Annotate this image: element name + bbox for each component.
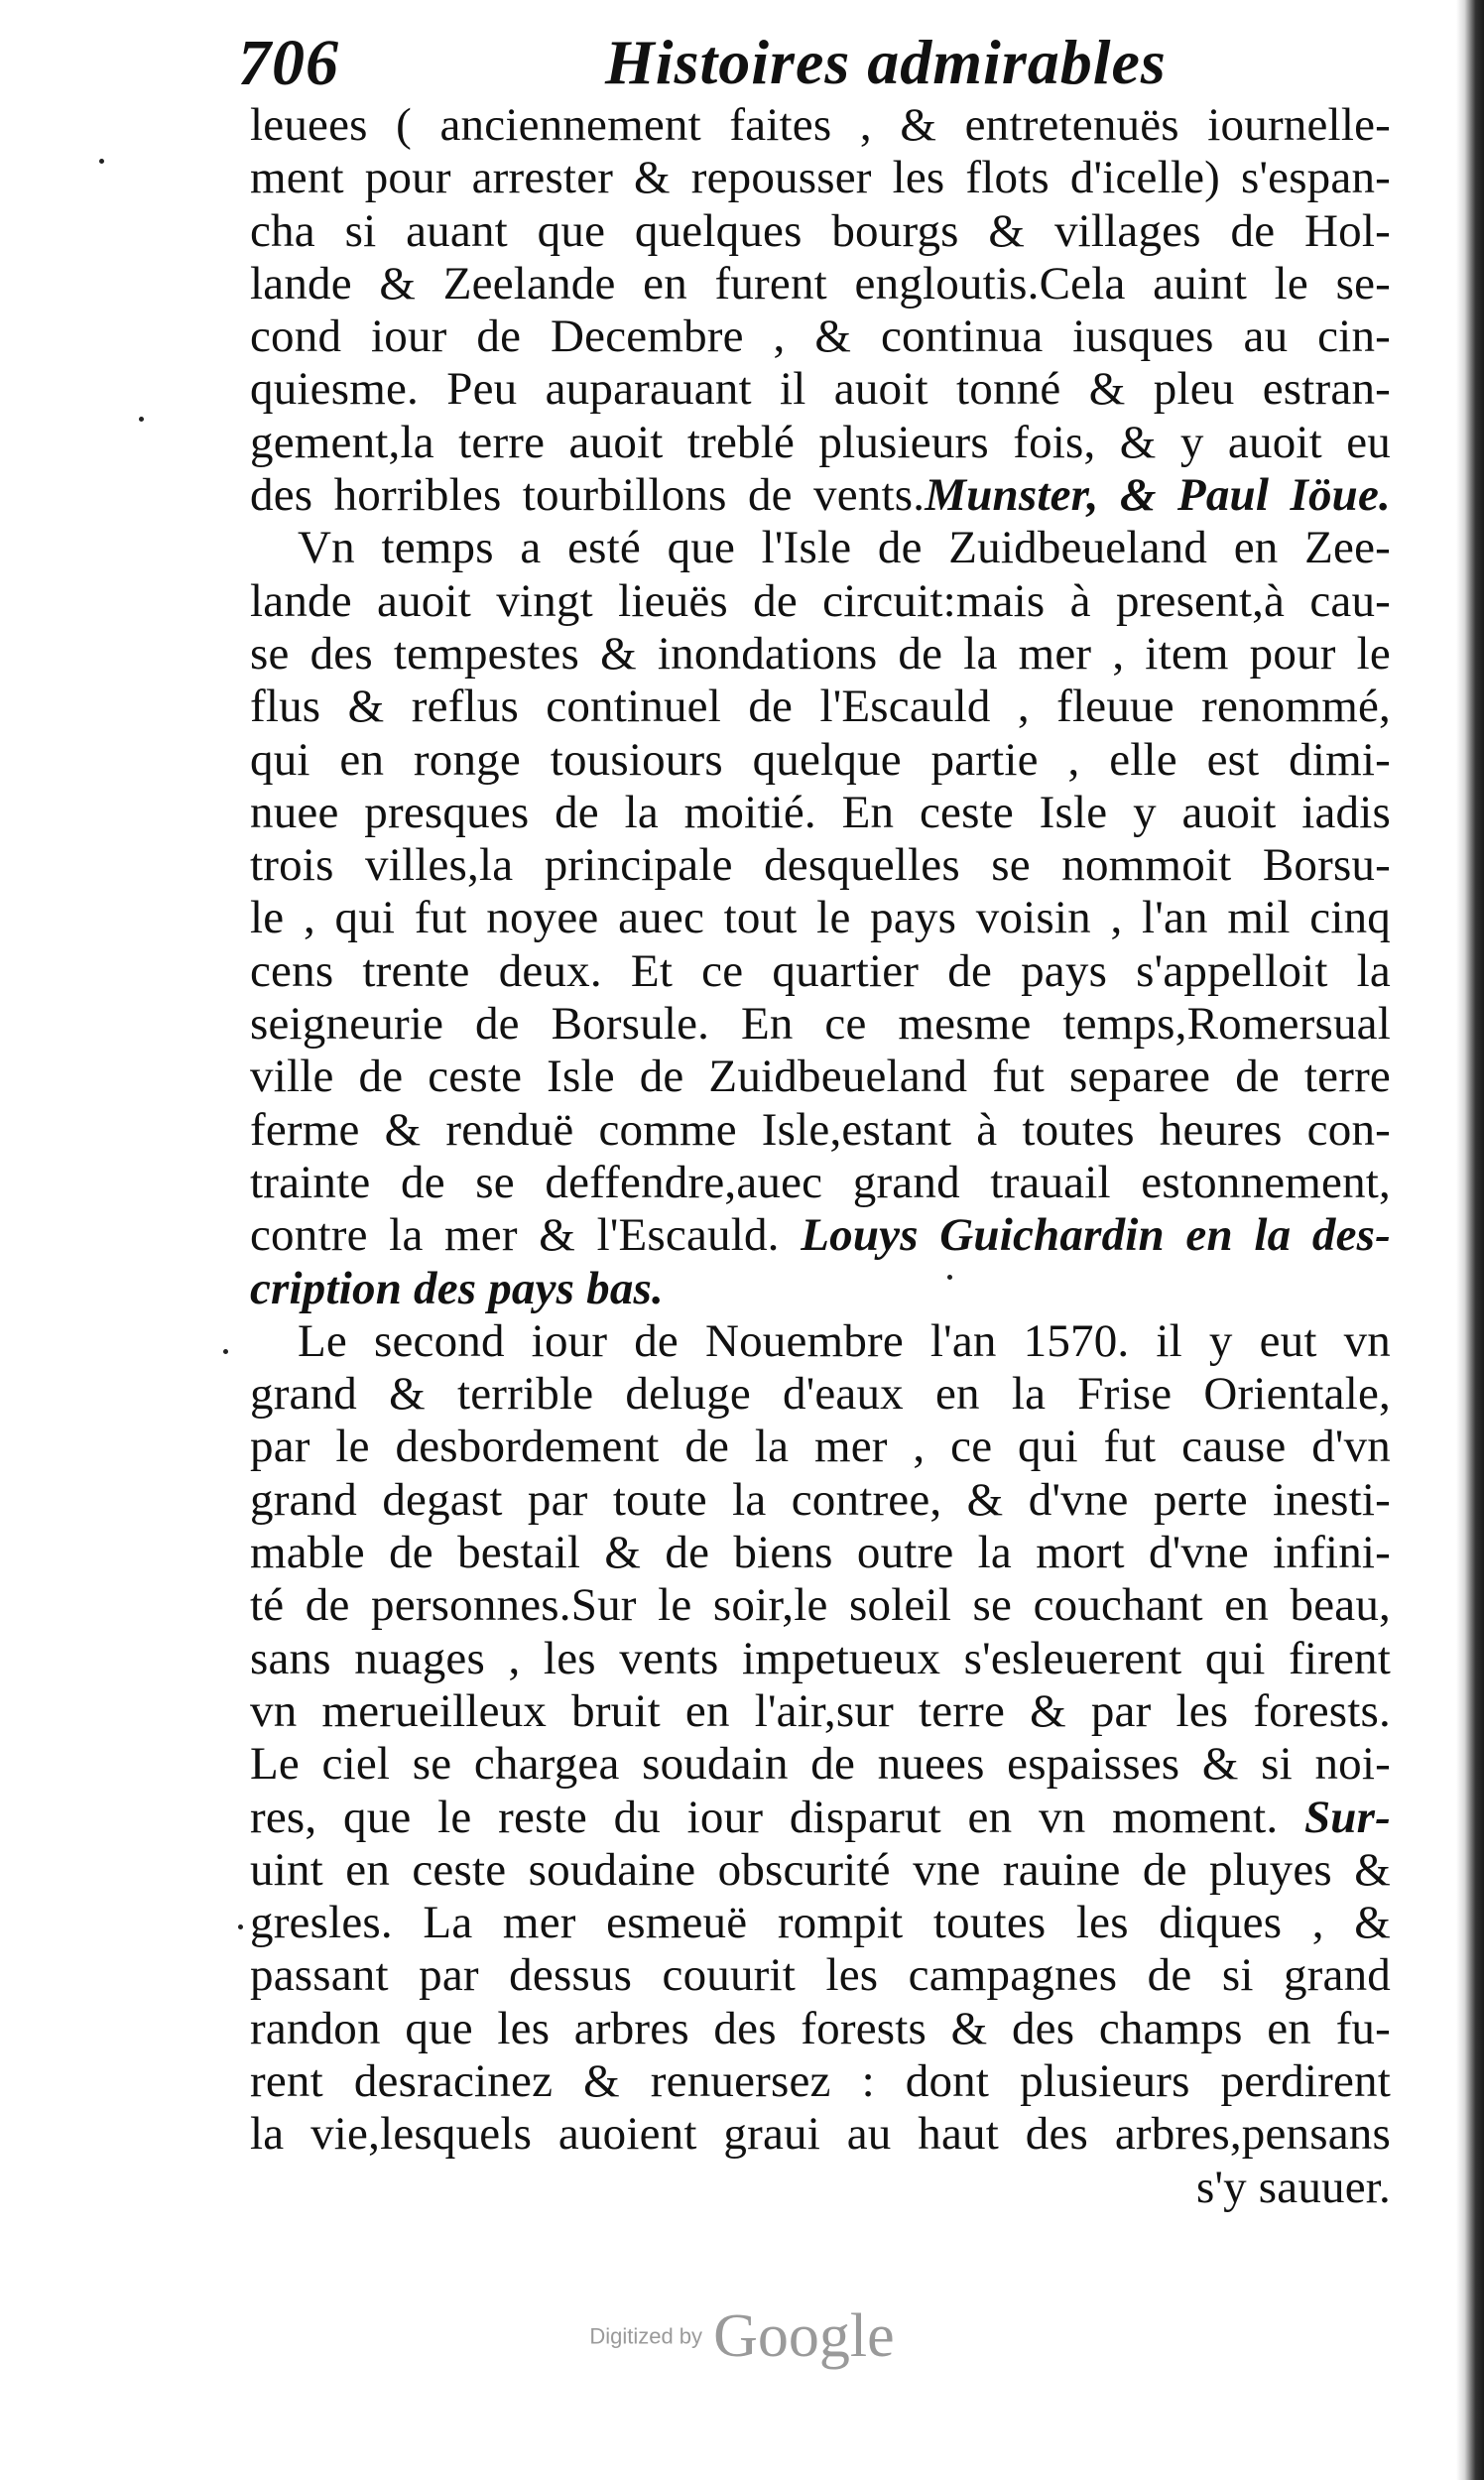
text-segment: res, que le reste du iour disparut en vn moment.: [250, 1791, 1279, 1843]
text-line: cha si auant que quelques bourgs & villages de Hol-: [250, 204, 1391, 257]
text-line: mable de bestail & de biens outre la mort d'vne infini-: [250, 1527, 1391, 1579]
text-line: trainte de se deffendre,auec grand trauail estonnement,: [250, 1156, 1391, 1208]
text-line: se des tempestes & inondations de la mer , item pour le: [250, 627, 1391, 680]
text-line: ment pour arrester & repousser les flots d'icelle) s'espan-: [250, 152, 1391, 204]
text-line-with-citation: [250, 469, 1391, 522]
text-line: trois villes,la principale desquelles se nommoit Borsu-: [250, 839, 1391, 892]
text-line: sans nuages , les vents impetueux s'esleuerent qui firent: [250, 1632, 1391, 1684]
text-line: uint en ceste soudaine obscurité vne rauine de pluyes &: [250, 1843, 1391, 1896]
paragraph-start-line: Vn temps a esté que l'Isle de Zuidbeueland en Zee-: [298, 522, 1391, 574]
page-number: 706: [238, 27, 339, 99]
text-line: grand & terrible deluge d'eaux en la Frise Orientale,: [250, 1368, 1391, 1421]
italic-sur: Sur-: [1303, 1791, 1391, 1843]
ink-speck: [139, 417, 144, 422]
google-logo: Google: [713, 2302, 895, 2370]
text-line: randon que les arbres des forests & des champs en fu-: [250, 2002, 1391, 2054]
ink-speck: [947, 1275, 952, 1280]
page-edge-shadow: [1456, 0, 1484, 2480]
text-line-with-italic: [250, 1792, 1391, 1844]
ink-speck: [99, 159, 104, 164]
text-line: lande & Zeelande en furent engloutis.Cela auint le se-: [250, 257, 1391, 310]
body-text: [250, 99, 1391, 2214]
text-line: seigneurie de Borsule. En ce mesme temps,Romersual: [250, 998, 1391, 1051]
text-line: rent desracinez & renuersez : dont plusieurs perdirent: [250, 2054, 1391, 2107]
text-line: qui en ronge tousiours quelque partie , elle est dimi-: [250, 733, 1391, 786]
text-line: gresles. La mer esmeuë rompit toutes les diques , &: [250, 1897, 1391, 1949]
text-line: lande auoit vingt lieuës de circuit:mais à present,à cau-: [250, 574, 1391, 627]
text-line: passant par dessus couurit les campagnes de si grand: [250, 1949, 1391, 2002]
ink-speck: [223, 1349, 228, 1354]
ink-speck: [238, 1924, 243, 1929]
text-line: flus & reflus continuel de l'Escauld , fleuue renommé,: [250, 681, 1391, 733]
citation-continuation-line: [250, 1263, 1391, 1315]
text-line: gement,la terre auoit treblé plusieurs fois, & y auoit eu: [250, 416, 1391, 468]
digitized-watermark: [0, 2301, 1484, 2372]
text-line: té de personnes.Sur le soir,le soleil se couchant en beau,: [250, 1579, 1391, 1632]
text-line: grand degast par toute la contree, & d'vne perte inesti-: [250, 1473, 1391, 1526]
text-segment: des horribles tourbillons de vents.: [250, 469, 926, 522]
text-line: la vie,lesquels auoient graui au haut des arbres,pensans: [250, 2108, 1391, 2161]
citation-guichardin: Louys Guichardin en la des-: [801, 1209, 1391, 1262]
text-line: le , qui fut noyee auec tout le pays voisin , l'an mil cinq: [250, 892, 1391, 944]
text-line: leuees ( anciennement faites , & entretenuës iournelle-: [250, 99, 1391, 151]
paragraph-start-line: Le second iour de Nouembre l'an 1570. il y eut vn: [298, 1314, 1391, 1367]
text-line: Le ciel se chargea soudain de nuees espaisses & si noi-: [250, 1738, 1391, 1791]
text-segment: contre la mer & l'Escauld.: [250, 1209, 780, 1262]
final-line: s'y sauuer.: [1195, 2161, 1391, 2213]
text-line-with-citation: [250, 1209, 1391, 1262]
page-header: [228, 18, 1379, 107]
running-head: Histoires admirables: [605, 27, 1167, 97]
text-line: cond iour de Decembre , & continua iusques au cin-: [250, 310, 1391, 363]
text-line: ville de ceste Isle de Zuidbeueland fut separee de terre: [250, 1051, 1391, 1103]
text-line: quiesme. Peu auparauant il auoit tonné & pleu estran-: [250, 363, 1391, 416]
citation-munster: Munster, & Paul Iöue.: [925, 469, 1391, 522]
text-line: nuee presques de la moitié. En ceste Isle y auoit iadis: [250, 786, 1391, 838]
text-line: ferme & renduë comme Isle,estant à toutes heures con-: [250, 1103, 1391, 1156]
text-line: par le desbordement de la mer , ce qui fut cause d'vn: [250, 1421, 1391, 1473]
text-line: vn merueilleux bruit en l'air,sur terre & par les forests.: [250, 1684, 1391, 1737]
citation-guichardin-cont: cription des pays bas.: [250, 1262, 664, 1314]
text-line: cens trente deux. Et ce quartier de pays s'appelloit la: [250, 944, 1391, 997]
digitized-label: Digitized by: [589, 2323, 703, 2349]
